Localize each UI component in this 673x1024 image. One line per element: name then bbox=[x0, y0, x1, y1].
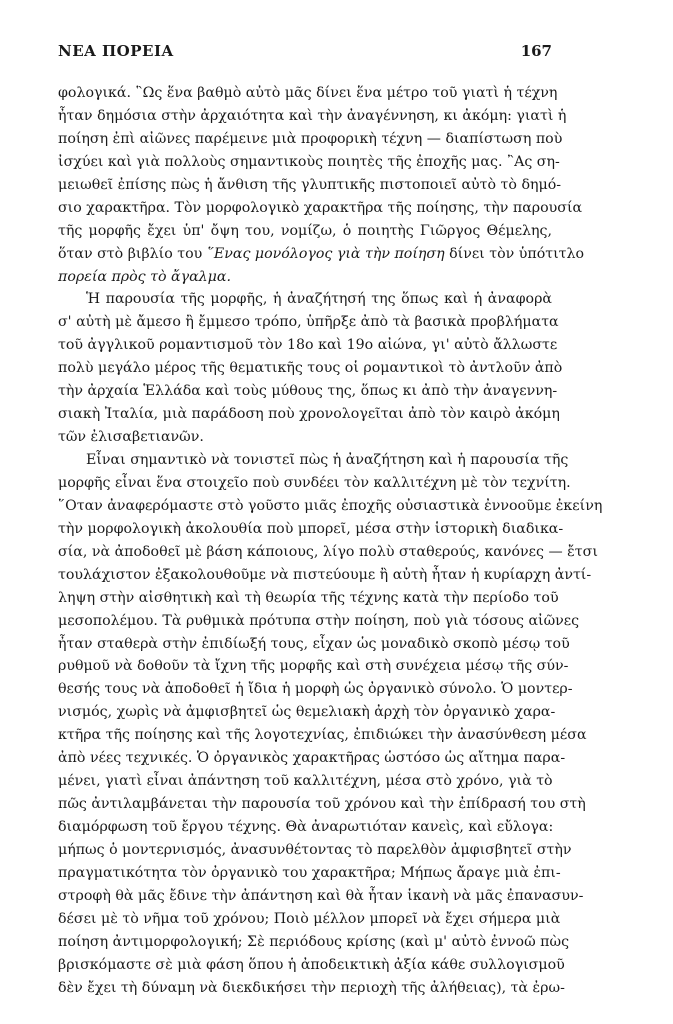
text-line: φολογικά. ῝Ως ἕνα βαθμὸ αὐτὸ μᾶς δίνει ἕνα μέτρο τοῦ γιατὶ ἡ τέχνη bbox=[58, 85, 558, 101]
text-line: τὴν ἀρχαία Ἑλλάδα καὶ τοὺς μύθους της, ὅπως κι ἀπὸ τὴν ἀναγεννη- bbox=[58, 383, 558, 400]
text-line: Ἡ παρουσία τῆς μορφῆς, ἡ ἀναζήτησή της ὅπως καὶ ἡ ἀναφορὰ bbox=[86, 291, 552, 308]
text-line: διαμόρφωση τοῦ ἔργου τέχνης. Θὰ ἀναρωτιόταν κανεὶς, καὶ εὔλογα: bbox=[58, 819, 554, 835]
page-header bbox=[58, 42, 552, 64]
text-line: σιακὴ Ἰταλία, μιὰ παράδοση ποὺ χρονολογεῖται ἀπὸ τὸν καιρὸ ἀκόμη bbox=[58, 406, 560, 423]
text-line: ποίηση ἀντιμορφολογική; Σὲ περιόδους κρίσης (καὶ μ' αὐτὸ ἐννοῶ πὼς bbox=[58, 933, 570, 950]
body-text bbox=[58, 82, 603, 1000]
text-line: σ' αὐτὴ μὲ ἄμεσο ἢ ἔμμεσο τρόπο, ὑπῆρξε ἀπὸ τὰ βασικὰ προβλήματα bbox=[58, 314, 559, 331]
text-line: ληψη στὴν αἰσθητικὴ καὶ τὴ θεωρία τῆς τέχνης κατὰ τὴν περίοδο τοῦ bbox=[58, 589, 559, 606]
text-line: τῶν ἐλισαβετιανῶν. bbox=[58, 429, 204, 446]
text-line: τὴν μορφολογικὴ ἀκολουθία ποὺ μπορεῖ, μέσα στὴν ἱστορικὴ διαδικα- bbox=[58, 520, 564, 537]
text-line: πολὺ μεγάλο μέρος τῆς θεματικῆς τους οἱ ρομαντικοὶ τὸ ἀντλοῦν ἀπὸ bbox=[58, 360, 563, 377]
text-run: δίνει τὸν ὑπότιτλο bbox=[444, 245, 585, 262]
text-line: σιο χαρακτῆρα. Τὸν μορφολογικὸ χαρακτῆρα τῆς ποίησης, τὴν παρουσία bbox=[58, 199, 583, 216]
text-line: κτῆρα τῆς ποίησης καὶ τῆς λογοτεχνίας, ἐπιδιώκει τὴν ἀνασύνθεση μέσα bbox=[58, 727, 587, 744]
book-title: ῞Ενας μονόλογος γιὰ τὴν ποίηση bbox=[206, 245, 445, 262]
text-line: τοῦ ἀγγλικοῦ ρομαντισμοῦ τὸν 18ο καὶ 19ο αἰώνα, γι' αὐτὸ ἄλλωστε bbox=[58, 337, 558, 354]
text-line: ἰσχύει καὶ γιὰ πολλοὺς σημαντικοὺς ποιητὲς τῆς ἐποχῆς μας. ῍Ας ση- bbox=[58, 153, 560, 170]
text-line: πῶς ἀντιλαμβάνεται τὴν παρουσία τοῦ χρόνου καὶ τὴν ἐπίδρασή του στὴ bbox=[58, 796, 586, 813]
text-line: μήπως ὁ μοντερνισμός, ἀνασυνθέτοντας τὸ παρελθὸν ἀμφισβητεῖ στὴν bbox=[58, 841, 572, 858]
text-line: σία, νὰ ἀποδοθεῖ μὲ βάση κάποιους, λίγο πολὺ σταθερούς, κανόνες — ἔτσι bbox=[58, 543, 598, 560]
text-line: ἦταν δημόσια στὴν ἀρχαιότητα καὶ τὴν ἀναγέννηση, κι ἀκόμη: γιατὶ ἡ bbox=[58, 107, 567, 124]
text-line: ρυθμοῦ νὰ δοθοῦν τὰ ἴχνη τῆς μορφῆς καὶ στὴ συνέχεια μέσῳ τῆς σύν- bbox=[58, 658, 569, 675]
text-line: βρισκόμαστε σὲ μιὰ φάση ὅπου ἡ ἀποδεικτικὴ ἀξία κάθε συλλογισμοῦ bbox=[58, 956, 565, 973]
text-run: ὅταν στὸ βιβλίο του bbox=[58, 245, 207, 262]
text-line: νισμός, χωρὶς νὰ ἀμφισβητεῖ ὡς θεμελιακὴ ἀρχὴ τὸν ὀργανικὸ χαρα- bbox=[58, 704, 556, 721]
text-line: ἀπὸ νέες τεχνικές. Ὁ ὀργανικὸς χαρακτῆρας ὡστόσο ὡς αἴτημα παρα- bbox=[58, 750, 566, 767]
text-line: μορφῆς εἶναι ἕνα στοιχεῖο ποὺ συνδέει τὸν καλλιτέχνη μὲ τὸν τεχνίτη. bbox=[58, 474, 571, 491]
text-line: μειωθεῖ ἐπίσης πὼς ἡ ἄνθιση τῆς γλυπτικῆς πιστοποιεῖ αὐτὸ τὸ δημό- bbox=[58, 176, 562, 193]
text-line: πραγματικότητα τὸν ὀργανικὸ του χαρακτῆρα; Μήπως ἄραγε μιὰ ἐπι- bbox=[58, 864, 561, 881]
text-line: τῆς μορφῆς ἔχει ὑπ' ὄψη του, νομίζω, ὁ ποιητὴς Γιῶργος Θέμελης, bbox=[58, 222, 552, 239]
text-line bbox=[58, 266, 552, 289]
text-line: δὲν ἔχει τὴ δύναμη νὰ διεκδικήσει τὴν περιοχὴ τῆς ἀλήθειας), τὰ ἐρω- bbox=[58, 979, 565, 996]
page-number: 167 bbox=[520, 42, 552, 60]
text-line bbox=[58, 243, 585, 266]
text-line: ῞Οταν ἀναφερόμαστε στὸ γοῦστο μιᾶς ἐποχῆς οὐσιαστικὰ ἐννοοῦμε ἐκείνη bbox=[58, 497, 603, 514]
text-line: θεσής τους νὰ ἀποδοθεῖ ἡ ἴδια ἡ μορφὴ ὡς ὀργανικὸ σύνολο. Ὁ μοντερ- bbox=[58, 681, 573, 698]
text-line: ἦταν σταθερὰ στὴν ἐπιδίωξή τους, εἶχαν ὡς μοναδικὸ σκοπὸ μέσῳ τοῦ bbox=[58, 635, 570, 652]
text-line: Εἶναι σημαντικὸ νὰ τονιστεῖ πὼς ἡ ἀναζήτηση καὶ ἡ παρουσία τῆς bbox=[86, 452, 569, 468]
text-line: δέσει μὲ τὸ νῆμα τοῦ χρόνου; Ποιὸ μέλλον μπορεῖ νὰ ἔχει σήμερα μιὰ bbox=[58, 910, 561, 927]
text-line: μένει, γιατὶ εἶναι ἀπάντηση τοῦ καλλιτέχνη, μέσα στὸ χρόνο, γιὰ τὸ bbox=[58, 773, 553, 790]
running-head: ΝΕΑ ΠΟΡΕΙΑ bbox=[58, 42, 174, 60]
text-line: ποίηση ἐπὶ αἰῶνες παρέμεινε μιὰ προφορικὴ τέχνη — διαπίστωση ποὺ bbox=[58, 130, 563, 147]
text-line: στροφὴ θὰ μᾶς ἔδινε τὴν ἀπάντηση καὶ θὰ ἦταν ἱκανὴ νὰ μᾶς ἐπανασυν- bbox=[58, 887, 584, 904]
text-line: μεσοπολέμου. Τὰ ρυθμικὰ πρότυπα στὴν ποίηση, ποὺ γιὰ τόσους αἰῶνες bbox=[58, 612, 580, 629]
text-line: τουλάχιστον ἐξακολουθοῦμε νὰ πιστεύουμε ἢ αὐτὴ ἦταν ἡ κυρίαρχη ἀντί- bbox=[58, 566, 592, 583]
book-subtitle: πορεία πρὸς τὸ ἄγαλμα. bbox=[58, 268, 231, 285]
